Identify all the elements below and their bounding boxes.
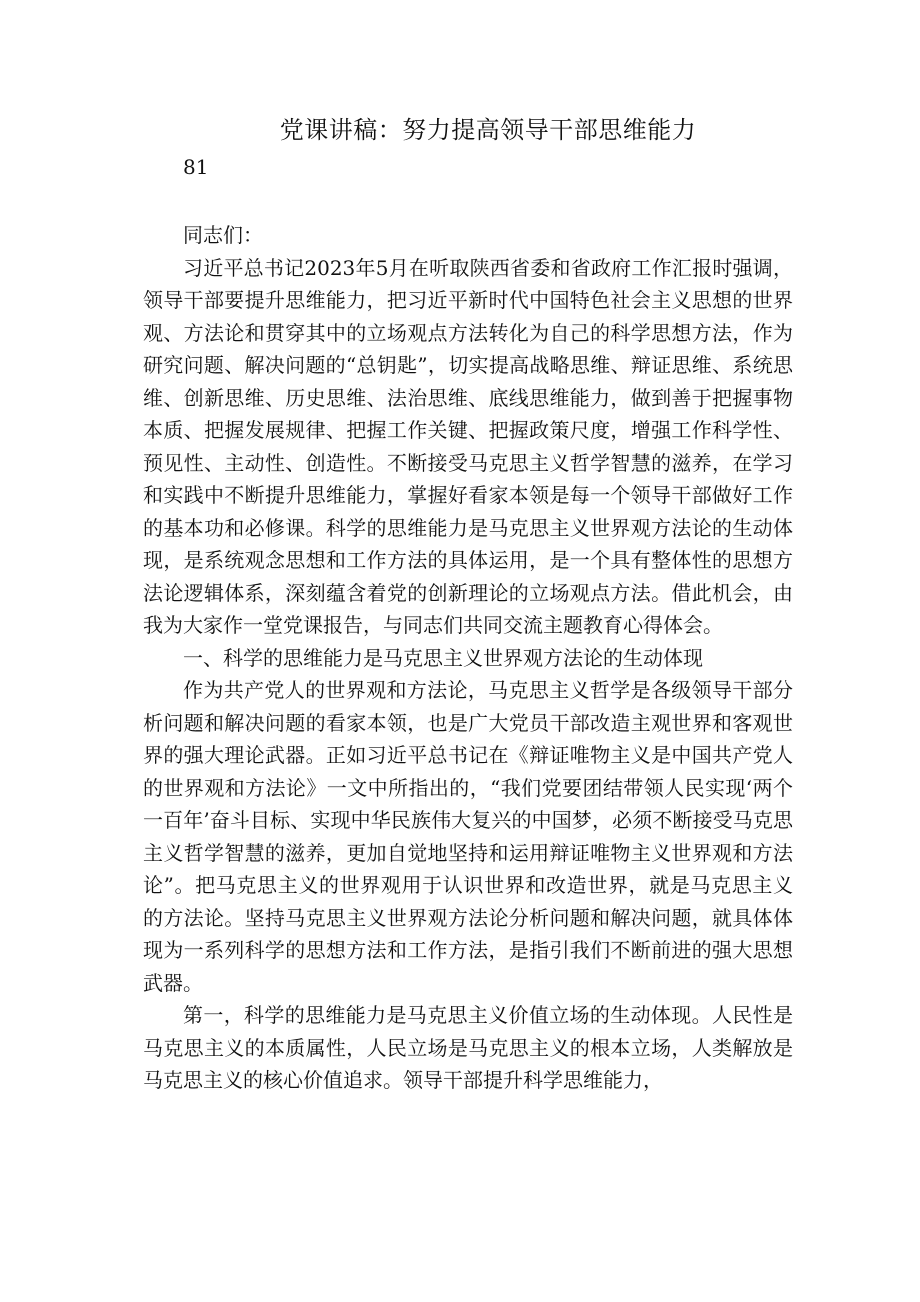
section-heading: 一、科学的思维能力是马克思主义世界观方法论的生动体现 [183,645,703,670]
page-number: 81 [183,155,209,179]
section-paragraph: 作为共产党人的世界观和方法论，马克思主义哲学是各级领导干部分析问题和解决问题的看家本领，也是广大党员干部改造主观世界和客观世界的强大理论武器。正如习近平总书记在《辩证唯物主义是中国共产党人的世界观和方法论》一文中所指出的，“我们党要团结带领人民实现‘两个一百年’奋斗目标、实现中华民族伟大复兴的中国梦，必须不断接受马克思主义哲学智慧的滋养，更加自觉地坚持和运用辩证唯物主义世界观和方法论”。把马克思主义的世界观用于认识世界和改造世界，就是马克思主义的方法论。坚持马克思主义世界观方法论分析问题和解决问题，就具体体现为一系列科学的思想方法和工作方法，是指引我们不断前进的强大思想武器。 [143,678,793,995]
salutation-paragraph: 同志们： [183,223,263,247]
document-body [143,219,793,1097]
point-one-paragraph: 第一，科学的思维能力是马克思主义价值立场的生动体现。人民性是马克思主义的本质属性，人民立场是马克思主义的根本立场，人类解放是马克思主义的核心价值追求。领导干部提升科学思维能力， [143,1003,793,1092]
intro-paragraph: 习近平总书记2023年5月在听取陕西省委和省政府工作汇报时强调，领导干部要提升思维能力，把习近平新时代中国特色社会主义思想的世界观、方法论和贯穿其中的立场观点方法转化为自己的科学思想方法，作为研究问题、解决问题的“总钥匙”，切实提高战略思维、辩证思维、系统思维、创新思维、历史思维、法治思维、底线思维能力，做到善于把握事物本质、把握发展规律、把握工作关键、把握政策尺度，增强工作科学性、预见性、主动性、创造性。不断接受马克思主义哲学智慧的滋养，在学习和实践中不断提升思维能力，掌握好看家本领是每一个领导干部做好工作的基本功和必修课。科学的思维能力是马克思主义世界观方法论的生动体现，是系统观念思想和工作方法的具体运用，是一个具有整体性的思想方法论逻辑体系，深刻蕴含着党的创新理论的立场观点方法。借此机会，由我为大家作一堂党课报告，与同志们共同交流主题教育心得体会。 [143,255,793,637]
document-title: 党课讲稿：努力提高领导干部思维能力 [279,116,697,144]
